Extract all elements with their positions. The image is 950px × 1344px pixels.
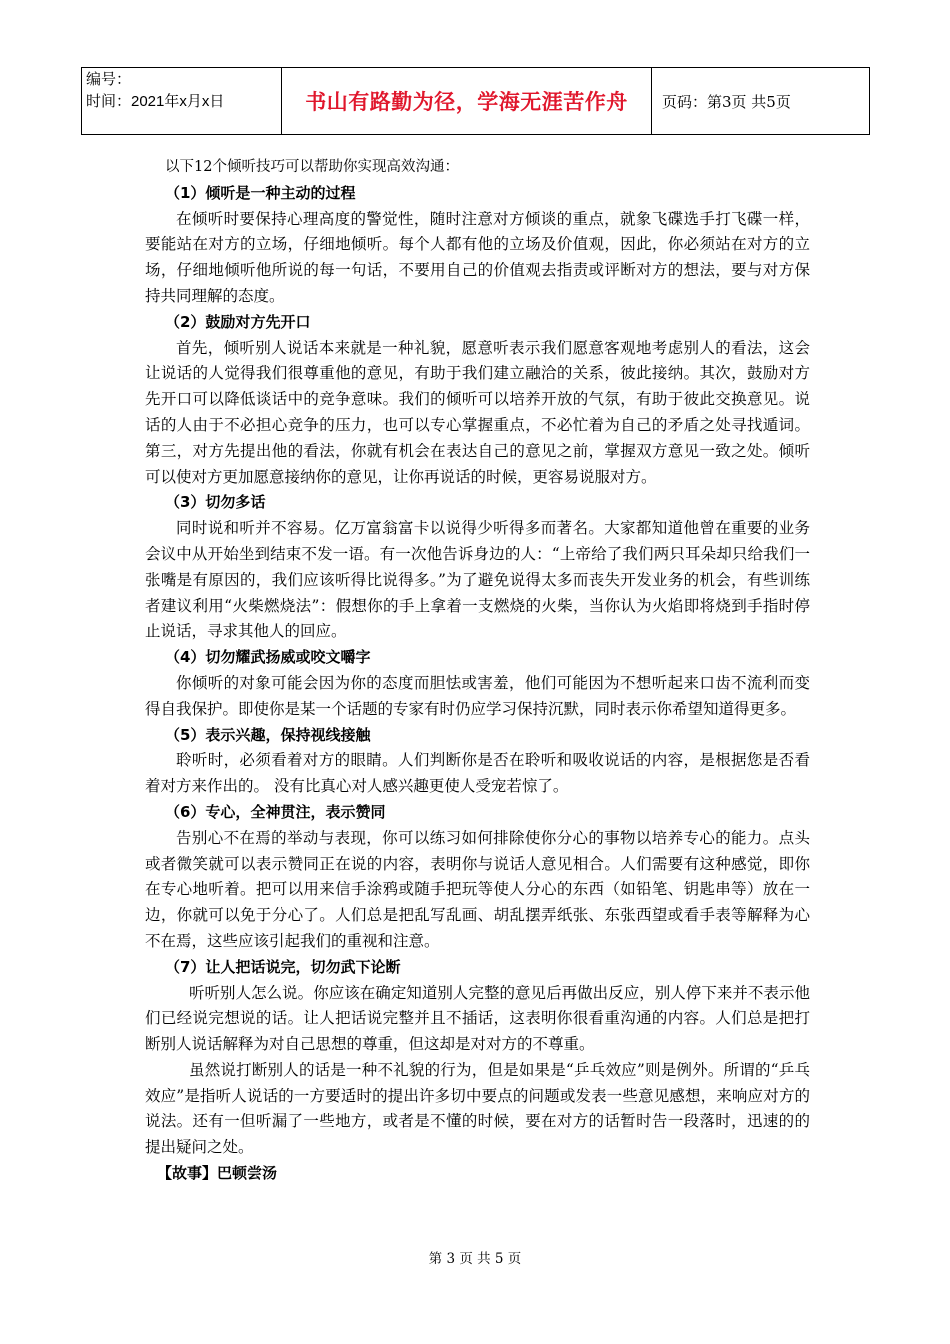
header-motto: 书山有路勤为径，学海无涯苦作舟 [282, 68, 652, 134]
document-body [145, 155, 810, 1187]
section-paragraph: 聆听时，必须看着对方的眼睛。人们判断你是否在聆听和吸收说话的内容，是根据您是否看着对方来作出的。 没有比真心对人感兴趣更使人受宠若惊了。 [145, 751, 810, 796]
section-heading: （7）让人把话说完，切勿武下论断 [165, 957, 401, 976]
section-paragraph: 虽然说打断别人的话是一种不礼貌的行为，但是如果是“乒乓效应”则是例外。所谓的“乒乓效应”是指听人说话的一方要适时的提出许多切中要点的问题或发表一些意见感想，来响应对方的说法。还有一但听漏了一些地方，或者是不懂的时候，要在对方的话暂时告一段落时，迅速的的提出疑问之处。 [145, 1060, 810, 1157]
section-paragraph: 同时说和听并不容易。亿万富翁富卡以说得少听得多而著名。大家都知道他曾在重要的业务会议中从开始坐到结束不发一语。有一次他告诉身边的人：“上帝给了我们两只耳朵却只给我们一张嘴是有原因的，我们应该听得比说得多。”为了避免说得太多而丧失开发业务的机会，有些训练者建议利用“火柴燃烧法”：假想你的手上拿着一支燃烧的火柴，当你认为火焰即将烧到手指时停止说话，寻求其他人的回应。 [145, 519, 810, 641]
section-paragraph: 告别心不在焉的举动与表现，你可以练习如何排除使你分心的事物以培养专心的能力。点头或者微笑就可以表示赞同正在说的内容，表明你与说话人意见相合。人们需要有这种感觉，即你在专心地听着。把可以用来信手涂鸦或随手把玩等使人分心的东西（如铅笔、钥匙串等）放在一边，你就可以免于分心了。人们总是把乱写乱画、胡乱摆弄纸张、东张西望或看手表等解释为心不在焉，这些应该引起我们的重视和注意。 [145, 828, 810, 950]
header-page-info: 页码：第3页 共5页 [662, 92, 791, 111]
section-heading: （1）倾听是一种主动的过程 [165, 183, 356, 202]
section-paragraph: 首先，倾听别人说话本来就是一种礼貌，愿意听表示我们愿意客观地考虑别人的看法，这会让说话的人觉得我们很尊重他的意见，有助于我们建立融洽的关系，彼此接纳。其次，鼓励对方先开口可以降低谈话中的竞争意味。我们的倾听可以培养开放的气氛，有助于彼此交换意见。说话的人由于不必担心竞争的压力，也可以专心掌握重点，不必忙着为自己的矛盾之处寻找遁词。第三，对方先提出他的看法，你就有机会在表达自己的意见之前，掌握双方意见一致之处。倾听可以使对方更加愿意接纳你的意见，让你再说话的时候，更容易说服对方。 [145, 338, 810, 486]
header-table [81, 67, 870, 135]
section-paragraph: 在倾听时要保持心理高度的警觉性，随时注意对方倾谈的重点，就象飞碟选手打飞碟一样，要能站在对方的立场，仔细地倾听。每个人都有他的立场及价值观，因此，你必须站在对方的立场，仔细地倾听他所说的每一句话，不要用自己的价值观去指责或评断对方的想法，要与对方保持共同理解的态度。 [145, 209, 810, 305]
page-footer: 第 3 页 共 5 页 [428, 1251, 522, 1267]
section-heading: （6）专心，全神贯注，表示赞同 [165, 802, 386, 821]
document-number-label: 编号： [86, 71, 132, 88]
document-time-label: 时间：2021年x月x日 [86, 93, 225, 110]
section-heading: （3）切勿多话 [165, 493, 266, 512]
section-heading: （4）切勿耀武扬威或咬文嚼字 [165, 648, 371, 667]
header-meta [82, 68, 282, 134]
intro-line: 以下12个倾听技巧可以帮助你实现高效沟通： [165, 159, 459, 175]
section-paragraph: 听听别人怎么说。你应该在确定知道别人完整的意见后再做出反应，别人停下来并不表示他们已经说完想说的话。让人把话说完整并且不插话，这表明你很看重沟通的内容。人们总是把打断别人说话解释为对自己思想的尊重，但这却是对对方的不尊重。 [145, 983, 810, 1054]
story-heading: 【故事】巴顿尝汤 [157, 1164, 278, 1183]
section-heading: （5）表示兴趣，保持视线接触 [165, 725, 371, 744]
section-paragraph: 你倾听的对象可能会因为你的态度而胆怯或害羞，他们可能因为不想听起来口齿不流利而变得自我保护。即使你是某一个话题的专家有时仍应学习保持沉默，同时表示你希望知道得更多。 [145, 673, 810, 718]
section-heading: （2）鼓励对方先开口 [165, 312, 311, 331]
